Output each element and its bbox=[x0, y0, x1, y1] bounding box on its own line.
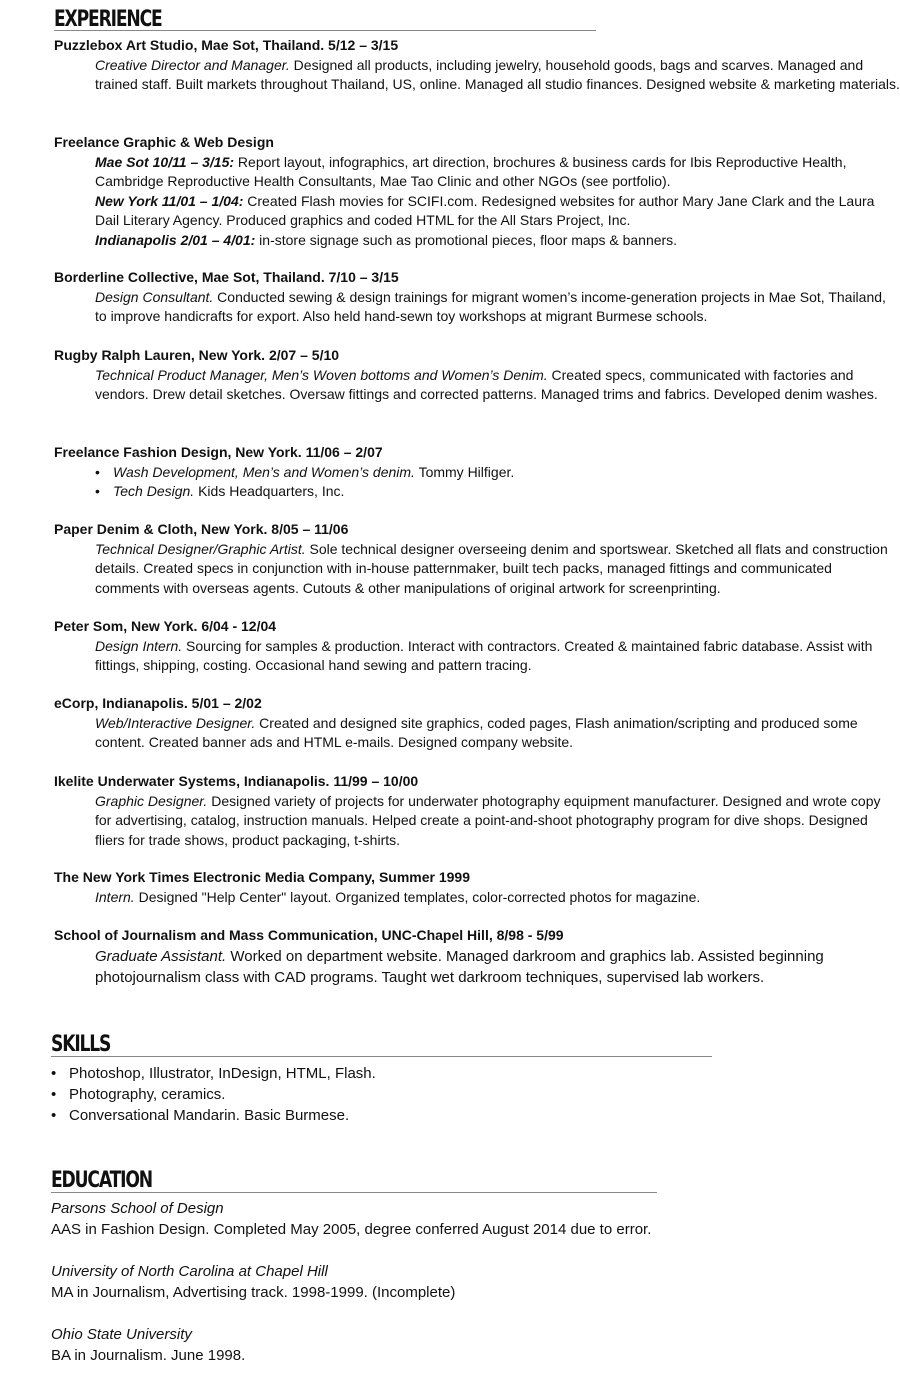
job-heading: Puzzlebox Art Studio, Mae Sot, Thailand. 5/12 – 3/15 bbox=[54, 37, 399, 53]
job-details: Worked on department website. Managed darkroom and graphics lab. Assisted beginning photojournalism class with CAD programs. Taught wet darkroom techniques, supervised lab workers. bbox=[95, 947, 824, 986]
list-item bbox=[51, 1063, 376, 1084]
job-description bbox=[54, 288, 900, 327]
job-role: Design Consultant. bbox=[95, 288, 214, 305]
job-details: Kids Headquarters, Inc. bbox=[194, 483, 345, 499]
degree-text: BA in Journalism. June 1998. bbox=[51, 1347, 246, 1364]
list-item bbox=[51, 1084, 376, 1105]
job-details: Designed variety of projects for underwater photography equipment manufacturer. Designed and wrote copy for advertising, catalog, instruction manuals. Helped create a point-and-shoot photography program for dive shops. Designed fliers for trade shows, product packaging, t-shirts. bbox=[95, 792, 881, 848]
bullet: • bbox=[51, 1065, 57, 1082]
job-location-label: New York 11/01 – 1/04: bbox=[95, 192, 244, 209]
job-description bbox=[54, 540, 900, 599]
job-details: Created and designed site graphics, coded pages, Flash animation/scripting and produced some content. Created banner ads and HTML e-mails. Designed company website. bbox=[95, 714, 858, 750]
job-heading: Borderline Collective, Mae Sot, Thailand. 7/10 – 3/15 bbox=[54, 269, 399, 285]
experience-heading: EXPERIENCE bbox=[54, 7, 162, 32]
school-name: Parsons School of Design bbox=[51, 1200, 224, 1217]
list-item bbox=[54, 482, 514, 502]
job-entry bbox=[54, 268, 900, 327]
job-heading: Peter Som, New York. 6/04 - 12/04 bbox=[54, 618, 277, 634]
list-item bbox=[51, 1105, 376, 1126]
job-entry bbox=[54, 520, 900, 598]
job-entry bbox=[54, 443, 514, 502]
bullet: • bbox=[95, 483, 100, 499]
job-role: Design Intern. bbox=[95, 637, 183, 654]
skills-heading: SKILLS bbox=[51, 1032, 111, 1057]
bullet: • bbox=[51, 1086, 57, 1103]
skill-text: Photoshop, Illustrator, InDesign, HTML, Flash. bbox=[69, 1065, 376, 1082]
job-details: in-store signage such as promotional pieces, floor maps & banners. bbox=[255, 231, 678, 248]
job-entry bbox=[54, 346, 900, 405]
education-entry bbox=[51, 1198, 651, 1240]
skill-text: Conversational Mandarin. Basic Burmese. bbox=[69, 1107, 350, 1124]
skills-list bbox=[51, 1063, 376, 1126]
job-role: Web/Interactive Designer. bbox=[95, 714, 256, 731]
degree-text: AAS in Fashion Design. Completed May 2005, degree conferred August 2014 due to error. bbox=[51, 1221, 652, 1238]
job-details: Designed all products, including jewelry, household goods, bags and scarves. Managed and trained staff. Built markets throughout Thailand, US, online. Managed all studio finances. Designed website & marketing materials. bbox=[95, 56, 900, 92]
job-details: Tommy Hilfiger. bbox=[414, 463, 515, 480]
job-role: Tech Design. bbox=[113, 483, 195, 499]
experience-divider bbox=[54, 30, 596, 31]
job-description bbox=[54, 366, 900, 405]
job-description bbox=[54, 56, 900, 95]
job-description bbox=[54, 637, 900, 676]
bullet: • bbox=[95, 463, 100, 480]
education-entry bbox=[51, 1324, 245, 1366]
job-details: Designed "Help Center" layout. Organized templates, color-corrected photos for magazine. bbox=[134, 888, 701, 905]
education-entry bbox=[51, 1261, 455, 1303]
school-name: University of North Carolina at Chapel Hill bbox=[51, 1263, 328, 1280]
job-details: Sourcing for samples & production. Interact with contractors. Created & maintained fabric database. Assist with fittings, shipping, costing. Occasional hand sewing and pattern tracing. bbox=[95, 637, 873, 673]
job-heading: The New York Times Electronic Media Company, Summer 1999 bbox=[54, 869, 471, 885]
job-location-label: Indianapolis 2/01 – 4/01: bbox=[95, 231, 256, 248]
job-heading: Paper Denim & Cloth, New York. 8/05 – 11/06 bbox=[54, 521, 349, 537]
job-details: Report layout, infographics, art direction, brochures & business cards for Ibis Reproductive Health, Cambridge Reproductive Health Consultants, Mae Tao Clinic and other NGOs (see portfolio). bbox=[95, 153, 847, 189]
job-location-label: Mae Sot 10/11 – 3/15: bbox=[95, 153, 235, 170]
job-entry bbox=[54, 926, 900, 988]
job-entry bbox=[54, 36, 900, 95]
job-role: Intern. bbox=[95, 888, 135, 905]
education-heading: EDUCATION bbox=[51, 1168, 152, 1193]
job-role: Graduate Assistant. bbox=[95, 947, 227, 965]
job-details: Created Flash movies for SCIFI.com. Redesigned websites for author Mary Jane Clark and the Laura Dail Literary Agency. Produced graphics and coded HTML for the All Stars Project, Inc. bbox=[95, 192, 875, 228]
job-entry bbox=[54, 617, 900, 676]
job-description bbox=[54, 153, 900, 251]
job-heading: Rugby Ralph Lauren, New York. 2/07 – 5/10 bbox=[54, 347, 340, 363]
job-entry bbox=[54, 772, 900, 850]
job-description bbox=[54, 792, 900, 851]
job-role: Wash Development, Men’s and Women’s denim. bbox=[113, 463, 415, 480]
job-entry bbox=[54, 868, 700, 907]
education-divider bbox=[51, 1192, 657, 1193]
job-description bbox=[54, 888, 700, 908]
job-heading: Freelance Fashion Design, New York. 11/06 – 2/07 bbox=[54, 444, 383, 460]
job-details: Conducted sewing & design trainings for migrant women’s income-generation projects in Mae Sot, Thailand, to improve handicrafts for export. Also held hand-sewn toy workshops at migrant Burmese schools. bbox=[95, 288, 886, 324]
school-name: Ohio State University bbox=[51, 1326, 192, 1343]
job-heading: Freelance Graphic & Web Design bbox=[54, 134, 274, 150]
bullet: • bbox=[51, 1107, 57, 1124]
job-role: Technical Product Manager, Men’s Woven bottoms and Women’s Denim. bbox=[95, 366, 548, 383]
job-role: Creative Director and Manager. bbox=[95, 56, 290, 73]
list-item bbox=[54, 463, 514, 483]
job-details: Created specs, communicated with factories and vendors. Drew detail sketches. Oversaw fittings and corrected patterns. Managed trims and fabrics. Developed denim washes. bbox=[95, 366, 878, 402]
job-entry bbox=[54, 694, 900, 753]
job-role: Technical Designer/Graphic Artist. bbox=[95, 540, 306, 557]
job-role: Graphic Designer. bbox=[95, 792, 208, 809]
skill-text: Photography, ceramics. bbox=[69, 1086, 226, 1103]
job-entry bbox=[54, 133, 900, 250]
job-heading: Ikelite Underwater Systems, Indianapolis. 11/99 – 10/00 bbox=[54, 773, 419, 789]
job-description bbox=[54, 946, 900, 988]
job-heading: School of Journalism and Mass Communication, UNC-Chapel Hill, 8/98 - 5/99 bbox=[54, 927, 564, 943]
job-heading: eCorp, Indianapolis. 5/01 – 2/02 bbox=[54, 695, 262, 711]
job-description bbox=[54, 714, 900, 753]
degree-text: MA in Journalism, Advertising track. 1998-1999. (Incomplete) bbox=[51, 1284, 456, 1301]
skills-divider bbox=[51, 1056, 712, 1057]
job-details: Sole technical designer overseeing denim and sportswear. Sketched all flats and construction details. Created specs in conjunction with in-house patternmaker, built tech packs, managed fittings and communicated comments with overseas agents. Cutouts & other manipulations of original artwork for screenprinting. bbox=[95, 540, 888, 596]
